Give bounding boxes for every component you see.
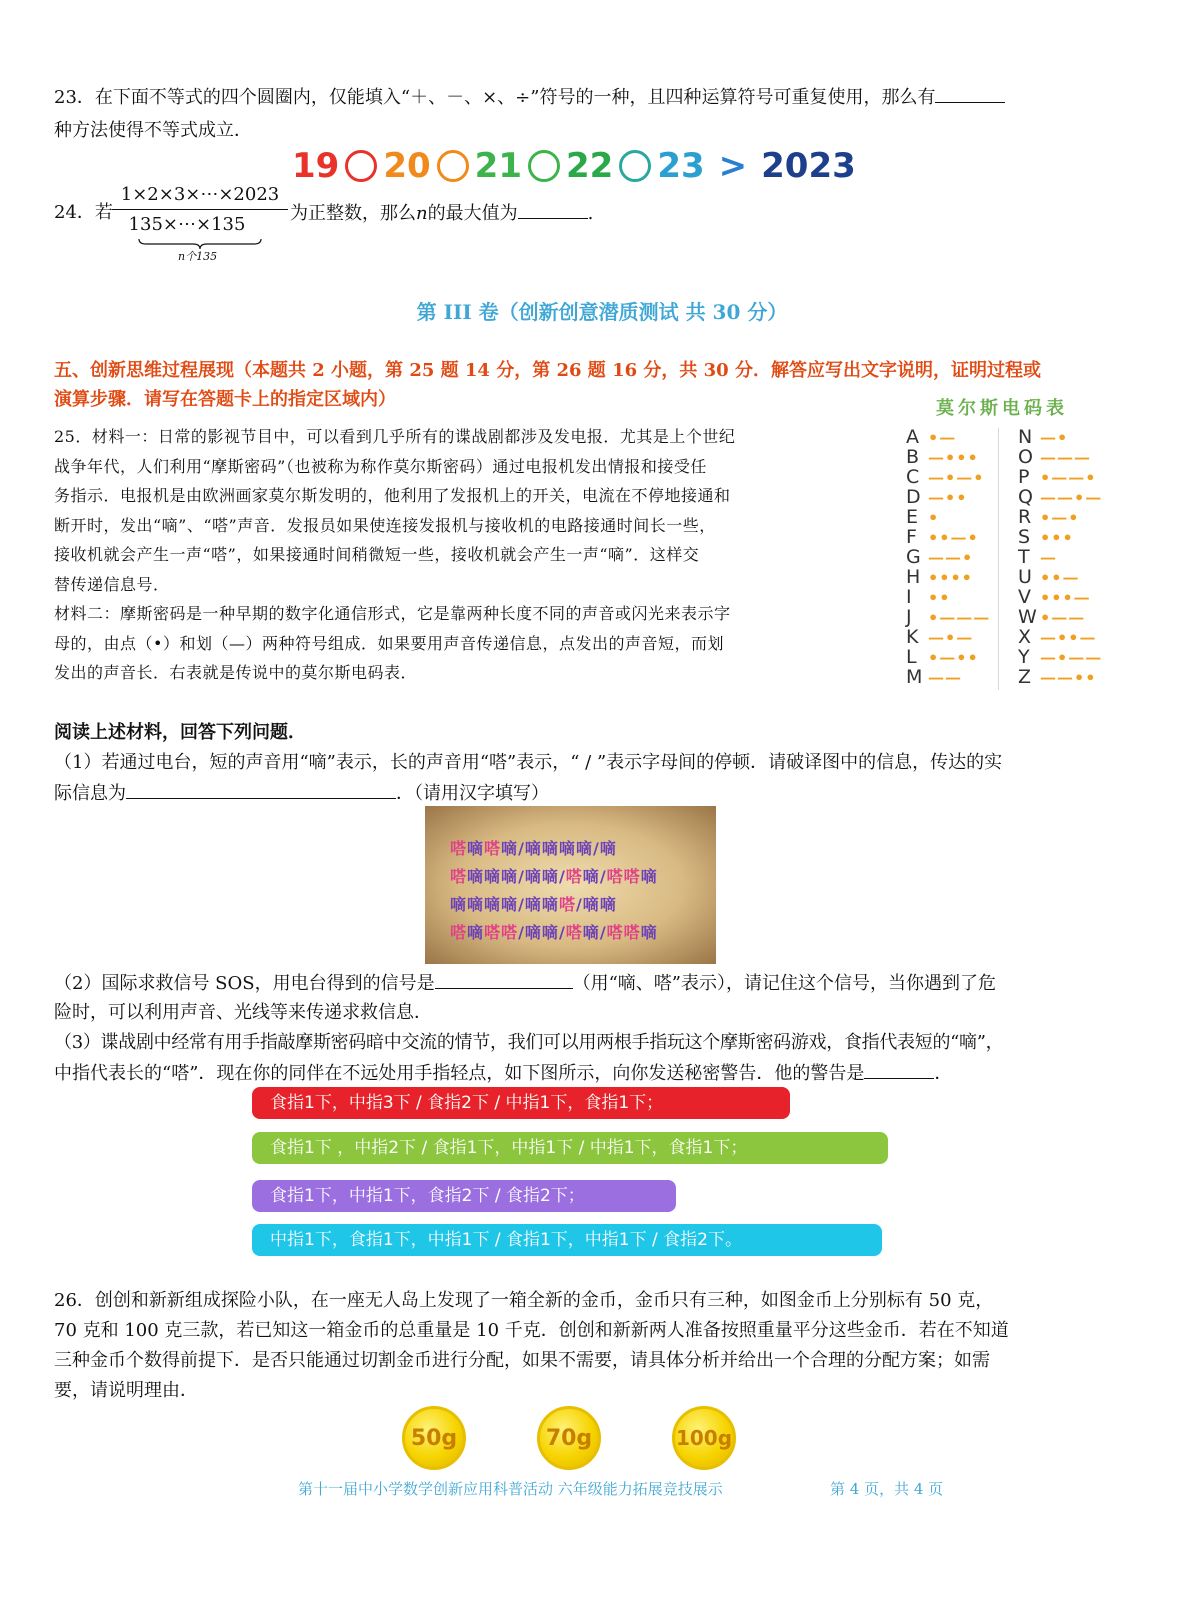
morse-letter: M (906, 666, 923, 688)
q25-p3-line2b: ． (934, 1063, 953, 1084)
morse-letter: P (1018, 466, 1030, 488)
operator-circle-1[interactable] (345, 150, 377, 182)
morse-letter: U (1018, 566, 1032, 588)
parchment-char: 嗒 (565, 867, 583, 886)
q25-p2-line1a: （2）国际求救信号 SOS，用电台得到的信号是 (54, 973, 435, 994)
q23-answer-blank[interactable] (935, 82, 1005, 103)
parchment-line-4 (450, 920, 658, 943)
parchment-char: 嗒 (623, 867, 641, 886)
q25-material-line: 材料二：摩斯密码是一种早期的数字化通信形式，它是靠两种长度不同的声音或闪光来表示字 (54, 604, 731, 623)
parchment-char: / (592, 839, 600, 858)
morse-code: •——— (928, 608, 991, 627)
parchment-char: 嗒 (558, 895, 576, 914)
parchment-char: 嗒 (450, 839, 468, 858)
morse-letter: R (1018, 506, 1032, 528)
parchment-char: 嗒 (450, 867, 468, 886)
parchment-char: 嗒 (606, 867, 624, 886)
parchment-char: / (518, 839, 525, 858)
morse-code: •• (928, 588, 951, 607)
q24-suffix (290, 198, 593, 229)
morse-code: —•—• (928, 468, 985, 487)
q25-p1-line2b: ．（请用汉字填写） (396, 783, 549, 804)
q25-p2-line1b: （用“嘀、嗒”表示），请记住这个信号，当你遇到了危 (572, 973, 996, 994)
parchment-char: 嘀 (575, 839, 593, 858)
q25-p3-answer-blank[interactable] (864, 1058, 934, 1079)
morse-code: • (928, 508, 940, 527)
parchment-char: 嘀 (484, 895, 502, 914)
finger-tap-bar-2: 食指1下 ，中指2下 / 食指1下，中指1下 / 中指1下，食指1下； (252, 1132, 888, 1164)
parchment-char: 嘀 (599, 895, 617, 914)
parchment-char: 嘀 (640, 867, 658, 886)
q25-p2-line2: 险时，可以利用声音、光线等来传递求救信息． (54, 1002, 432, 1023)
q24-numerator: 1×2×3×⋯×2023 (120, 184, 280, 205)
morse-table-divider (998, 428, 999, 690)
parchment-char: 嘀 (501, 895, 519, 914)
section-3-title: 第 III 卷（创新创意潜质测试 共 30 分） (416, 300, 788, 324)
morse-letter: F (906, 526, 917, 548)
q24-suffix-a: 为正整数，那么 (290, 203, 416, 224)
parchment-line-2 (450, 864, 658, 887)
parchment-char: / (558, 867, 566, 886)
q25-material-line: 断开时，发出“嘀”、“嗒”声音．发报员如果使连接发报机与接收机的电路接通时间长一些， (54, 515, 716, 535)
q24-end: . (587, 203, 594, 224)
morse-code: ——— (1040, 448, 1091, 467)
morse-code: •—• (1040, 508, 1080, 527)
number-22: 22 (565, 146, 614, 186)
q25-p3-line1: （3）谍战剧中经常有用手指敲摩斯密码暗中交流的情节，我们可以用两根手指玩这个摩斯密码游戏，食指代表短的“嘀”， (54, 1032, 1004, 1053)
parchment-char: 嘀 (484, 867, 502, 886)
finger-tap-bar-4: 中指1下，食指1下，中指1下 / 食指1下，中指1下 / 食指2下。 (252, 1224, 882, 1256)
number-2023: 2023 (761, 146, 856, 186)
parchment-char: 嘀 (467, 867, 485, 886)
read-prompt: 阅读上述材料，回答下列问题． (54, 722, 306, 743)
morse-letter: Z (1018, 666, 1032, 688)
morse-code: •——• (1040, 468, 1097, 487)
morse-code: —— (928, 668, 962, 687)
coin-100g: 100g (672, 1406, 736, 1470)
parchment-char: / (558, 923, 566, 942)
q23-inequality (290, 144, 858, 188)
parchment-char: 嘀 (558, 839, 576, 858)
fraction-bar (112, 209, 288, 210)
morse-table-title: 莫尔斯电码表 (936, 398, 1068, 419)
morse-code: ——• (928, 548, 974, 567)
parchment-char: 嘀 (541, 895, 559, 914)
parchment-char: 嘀 (501, 839, 519, 858)
morse-letter: Y (1018, 646, 1030, 668)
morse-letter: C (906, 466, 920, 488)
footer-page-number: 第 4 页，共 4 页 (830, 1480, 944, 1498)
q26-line4: 要，请说明理由． (54, 1380, 198, 1401)
morse-code: •••— (1040, 588, 1091, 607)
q25-material (54, 422, 884, 688)
q25-p2-answer-blank[interactable] (435, 968, 573, 989)
parchment-char: 嗒 (501, 923, 519, 942)
parchment-char: 嘀 (582, 895, 600, 914)
parchment-char: 嘀 (524, 839, 542, 858)
parchment-char: 嘀 (541, 867, 559, 886)
morse-letter: E (906, 506, 919, 528)
parchment-char: 嗒 (450, 923, 468, 942)
parchment-char: 嗒 (606, 923, 624, 942)
morse-letter: I (906, 586, 912, 608)
morse-letter: Q (1018, 486, 1033, 508)
morse-code: •— (928, 428, 957, 447)
parchment-char: 嗒 (623, 923, 641, 942)
morse-code: ••— (1040, 568, 1080, 587)
parchment-char: 嘀 (582, 867, 600, 886)
parchment-char: 嘀 (467, 923, 485, 942)
morse-letter: S (1018, 526, 1031, 548)
number-21: 21 (474, 146, 522, 186)
q25-material-line: 战争年代，人们利用“摩斯密码”（也被称为称作莫尔斯密码）通过电报机发出情报和接受任 (54, 456, 707, 476)
parchment-char: 嗒 (565, 923, 583, 942)
parchment-char: 嗒 (484, 839, 502, 858)
parchment-char: 嘀 (450, 895, 468, 914)
q24-denominator: 135×⋯×135 (128, 214, 246, 235)
part5-header-line2: 演算步骤．请写在答题卡上的指定区域内） (54, 389, 396, 410)
operator-circle-4[interactable] (619, 150, 651, 182)
q25-material-line: 25．材料一：日常的影视节目中，可以看到几乎所有的谍战剧都涉及发电报．尤其是上个世纪 (54, 427, 736, 446)
parchment-char: 嘀 (541, 923, 559, 942)
q25-p3-line2 (54, 1058, 952, 1089)
parchment-char: 嘀 (501, 867, 519, 886)
morse-code: •—•• (928, 648, 979, 667)
parchment-char: / (518, 895, 525, 914)
q25-p2-line1 (54, 968, 996, 999)
q25-material-line: 替传递信息号． (54, 574, 170, 594)
q25-p3-line2a: 中指代表长的“嗒”．现在你的同伴在不远处用手指轻点，如下图所示，向你发送秘密警告．他的警告是 (54, 1063, 865, 1084)
parchment-char: / (575, 895, 583, 914)
morse-code: —•— (928, 628, 974, 647)
morse-code: ——•• (1040, 668, 1097, 687)
morse-letter: L (906, 646, 917, 668)
coin-50g: 50g (402, 1406, 466, 1470)
morse-code: •••• (928, 568, 973, 587)
parchment-char: 嘀 (467, 895, 485, 914)
morse-letter: W (1018, 606, 1037, 628)
parchment-char: 嘀 (541, 839, 559, 858)
morse-letter: A (906, 426, 919, 448)
q26-line1: 26．创创和新新组成探险小队，在一座无人岛上发现了一箱全新的金币，金币只有三种，如图金币上分别标有 50 克， (54, 1290, 994, 1311)
q24-prefix: 24．若 (54, 202, 113, 223)
q26-line2: 70 克和 100 克三款，若已知这一箱金币的总重量是 10 千克．创创和新新两人准备按照重量平分这些金币．若在不知道 (54, 1320, 1009, 1341)
morse-code: —•—— (1040, 648, 1103, 667)
parchment-char: 嘀 (582, 923, 600, 942)
morse-code: ••—• (928, 528, 979, 547)
parchment-char: / (599, 867, 607, 886)
morse-letter: K (906, 626, 919, 648)
parchment-image (425, 806, 716, 964)
morse-code: —• (1040, 428, 1069, 447)
parchment-char: / (599, 923, 607, 942)
operator-circle-3[interactable] (528, 150, 560, 182)
q25-p1-line1: （1）若通过电台，短的声音用“嘀”表示，长的声音用“嗒”表示，“ / ”表示字母间的停顿．请破译图中的信息，传达的实 (54, 752, 1003, 773)
number-20: 20 (383, 146, 431, 186)
morse-code: ••• (1040, 528, 1074, 547)
parchment-char: 嗒 (484, 923, 502, 942)
q23-text-a: 23．在下面不等式的四个圆圈内，仅能填入“＋、－、×、÷”符号的一种，且四种运算符号可重复使用，那么有 (54, 87, 936, 108)
q25-material-line: 接收机就会产生一声“嗒”，如果接通时间稍微短一些，接收机就会产生一声“嘀”．这样交 (54, 545, 700, 564)
q23-text (54, 82, 1154, 113)
parchment-char: 嘀 (467, 839, 485, 858)
operator-circle-2[interactable] (437, 150, 469, 182)
parchment-line-1 (450, 836, 617, 859)
coin-70g: 70g (537, 1406, 601, 1470)
parchment-char: / (518, 923, 525, 942)
parchment-char: 嘀 (524, 923, 542, 942)
parchment-char: 嘀 (524, 895, 542, 914)
q25-p1-answer-blank[interactable] (126, 778, 396, 799)
morse-code: •—— (1040, 608, 1086, 627)
greater-than-sign: > (718, 146, 748, 186)
parchment-char: 嘀 (524, 867, 542, 886)
parchment-char: / (518, 867, 525, 886)
number-23: 23 (657, 146, 705, 186)
finger-tap-bar-1: 食指1下，中指3下 / 食指2下 / 中指1下，食指1下； (252, 1087, 790, 1119)
q25-material-line: 母的，由点（•）和划（—）两种符号组成．如果要用声音传递信息，点发出的声音短，而划 (54, 633, 724, 653)
q25-p1-line2 (54, 778, 549, 809)
q23-text-b: 种方法使得不等式成立． (54, 120, 252, 141)
morse-code: —••• (928, 448, 979, 467)
q24-suffix-b: 的最大值为 (427, 203, 518, 224)
morse-letter: D (906, 486, 921, 508)
morse-code: ——•— (1040, 488, 1103, 507)
morse-letter: N (1018, 426, 1033, 448)
morse-letter: J (906, 606, 912, 628)
morse-letter: O (1018, 446, 1033, 468)
q24-brace-note: n个135 (178, 250, 218, 263)
morse-letter: H (906, 566, 921, 588)
q26-line3: 三种金币个数得前提下．是否只能通过切割金币进行分配，如果不需要，请具体分析并给出一个合理的分配方案；如需 (54, 1350, 990, 1371)
q25-material-line: 发出的声音长．右表就是传说中的莫尔斯电码表． (54, 663, 418, 682)
finger-tap-bar-3: 食指1下，中指1下，食指2下 / 食指2下； (252, 1180, 676, 1212)
parchment-char: 嘀 (599, 839, 617, 858)
q24-answer-blank[interactable] (518, 198, 588, 219)
part5-header-line1: 五、创新思维过程展现（本题共 2 小题，第 25 题 14 分，第 26 题 16 分，共 30 分．解答应写出文字说明，证明过程或 (54, 360, 1041, 381)
morse-code: —••— (1040, 628, 1097, 647)
morse-letter: B (906, 446, 920, 468)
q25-p1-line2a: 际信息为 (54, 783, 126, 804)
number-19: 19 (292, 146, 340, 186)
morse-letter: X (1018, 626, 1032, 648)
footer-left: 第十一届中小学数学创新应用科普活动 六年级能力拓展竞技展示 (298, 1480, 723, 1498)
morse-letter: G (906, 546, 921, 568)
morse-code: — (1040, 548, 1057, 567)
morse-code: —•• (928, 488, 968, 507)
parchment-char: 嘀 (640, 923, 658, 942)
q25-material-line: 务指示．电报机是由欧洲画家莫尔斯发明的，他利用了发报机上的开关，电流在不停地接通和 (54, 486, 731, 505)
morse-letter: T (1018, 546, 1030, 568)
parchment-line-3 (450, 892, 617, 915)
q24-var: n (416, 203, 428, 224)
morse-letter: V (1018, 586, 1031, 608)
